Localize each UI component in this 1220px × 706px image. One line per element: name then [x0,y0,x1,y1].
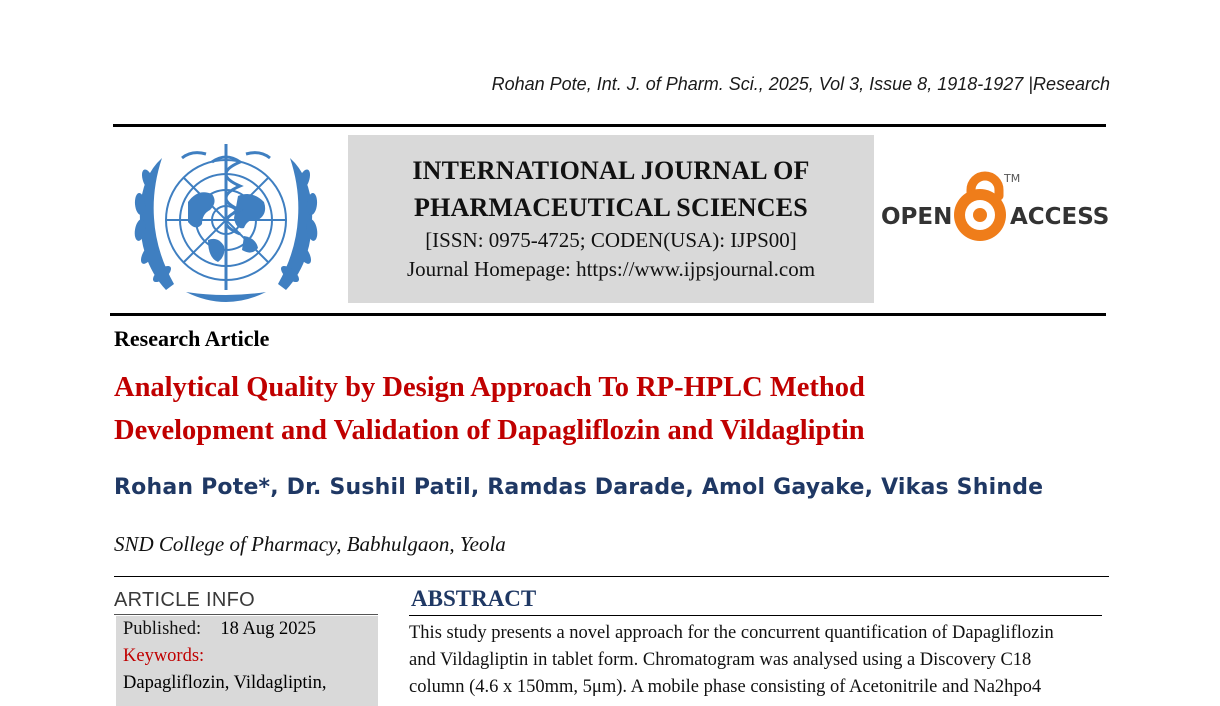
article-info-rule [114,614,378,615]
keywords-value: Dapagliflozin, Vildagliptin, [123,673,327,693]
journal-name-line1: INTERNATIONAL JOURNAL OF [412,156,810,185]
article-title-line1: Analytical Quality by Design Approach To RP-HPLC Method [114,372,865,403]
top-rule [113,124,1106,127]
journal-name-line2: PHARMACEUTICAL SCIENCES [414,193,808,222]
journal-homepage: Journal Homepage: https://www.ijpsjournal.com [406,257,816,281]
open-access-word2: ACCESS [1010,204,1109,230]
author-list: Rohan Pote*, Dr. Sushil Patil, Ramdas Darade, Amol Gayake, Vikas Shinde [114,475,1044,500]
abstract-body [409,620,1106,701]
citation-header: Rohan Pote, Int. J. of Pharm. Sci., 2025, Vol 3, Issue 8, 1918-1927 |Research [491,74,1110,94]
abstract-line2: and Vildagliptin in tablet form. Chromatogram was analysed using a Discovery C18 [409,650,1032,670]
article-info-box [116,616,378,706]
published-date: 18 Aug 2025 [220,619,316,639]
article-title [114,366,1064,452]
article-title-line2: Development and Validation of Dapagliflozin and Vildagliptin [114,415,865,446]
journal-issn: [ISSN: 0975-4725; CODEN(USA): IJPS00] [425,228,797,252]
header-bottom-rule [110,313,1106,316]
published-row [123,619,316,640]
article-info-heading: ARTICLE INFO [114,589,256,611]
published-label: Published: [123,619,202,639]
journal-title-box [348,135,874,303]
open-access-logo [879,162,1109,252]
keywords-label: Keywords: [123,646,205,666]
abstract-line3: column (4.6 x 150mm, 5μm). A mobile phase consisting of Acetonitrile and Na2hpo4 [409,677,1042,697]
open-lock-icon [954,176,1006,241]
affiliation: SND College of Pharmacy, Babhulgaon, Yeola [114,532,506,556]
article-type: Research Article [114,326,270,351]
abstract-heading: ABSTRACT [411,586,537,611]
un-style-emblem-with-caduceus-icon [126,140,326,305]
abstract-line1: This study presents a novel approach for the concurrent quantification of Dapagliflozin [409,623,1054,643]
journal-name [348,152,874,226]
trademark-symbol: TM [1004,172,1021,185]
open-access-word1: OPEN [881,204,953,230]
abstract-rule [409,615,1102,616]
section-divider [114,576,1109,577]
